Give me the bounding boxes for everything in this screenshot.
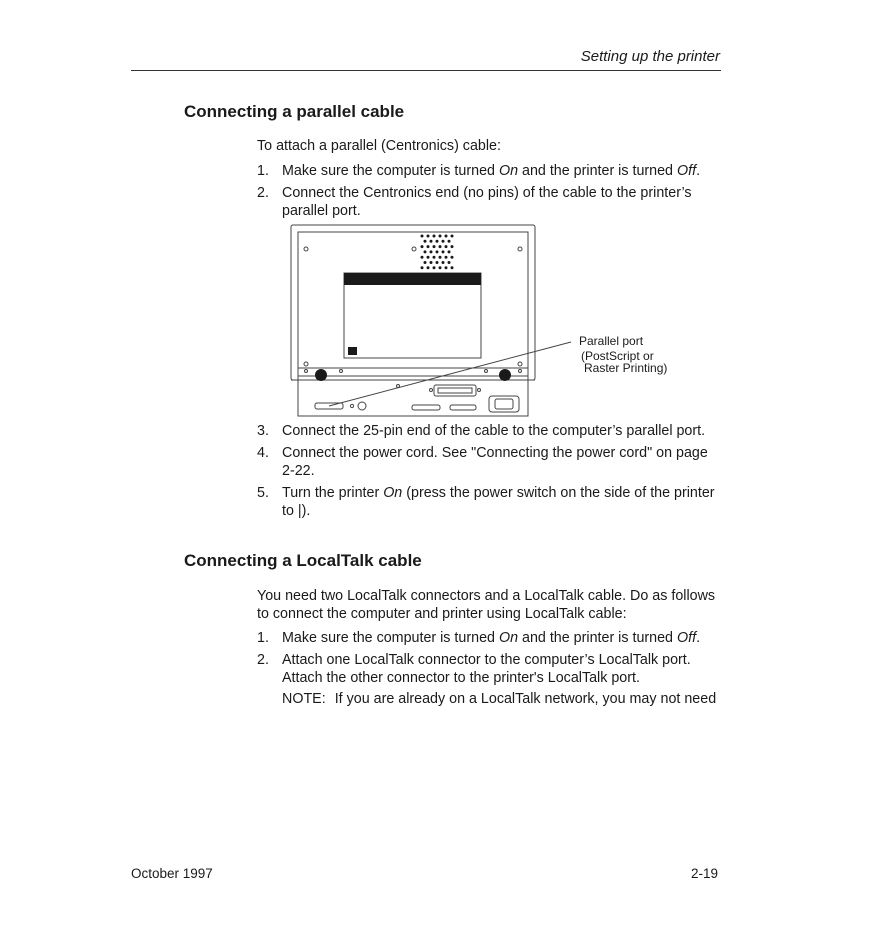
vent-dot (424, 240, 427, 243)
header-rule (131, 70, 721, 71)
note-text: If you are already on a LocalTalk network, you may not need (334, 691, 717, 707)
note-label: NOTE: (282, 691, 326, 707)
vent-dot (433, 256, 436, 259)
step-text: Connect the 25-pin end of the cable to the computer’s parallel port. (282, 423, 706, 439)
step-emphasis: On (498, 163, 519, 179)
vent-dot (439, 266, 442, 269)
vent-dot (451, 256, 454, 259)
step-text: . (696, 163, 701, 179)
step-number: 2. (257, 652, 269, 668)
vent-dot (439, 235, 442, 238)
step-emphasis: Off (676, 163, 697, 179)
step-text: Turn the printer (282, 485, 384, 501)
callout-line-2: (PostScript or (581, 349, 654, 363)
callout-line-1: Parallel port (579, 334, 644, 348)
parallel-step-4 (257, 444, 722, 480)
step-number: 4. (257, 445, 269, 461)
vent-dot (442, 240, 445, 243)
vent-dot (424, 250, 427, 253)
vent-dot (433, 266, 436, 269)
kodak-logo-icon (348, 347, 357, 355)
vent-dot (451, 245, 454, 248)
step-text: Attach one LocalTalk connector to the computer’s LocalTalk port. Attach the other connector to the printer's LocalTalk port. (282, 652, 691, 686)
printer-rear-illustration (288, 222, 683, 422)
vent-dot (451, 235, 454, 238)
vent-dot (445, 245, 448, 248)
step-text: . (696, 630, 701, 646)
parallel-intro: To attach a parallel (Centronics) cable: (257, 138, 501, 154)
vent-dot (451, 266, 454, 269)
localtalk-step-1 (257, 629, 722, 647)
step-emphasis: On (498, 630, 519, 646)
step-text: Make sure the computer is turned (282, 630, 499, 646)
vent-dot (421, 245, 424, 248)
vent-dot (421, 235, 424, 238)
vent-dot (436, 250, 439, 253)
vent-dot (448, 240, 451, 243)
vent-dot (427, 256, 430, 259)
vent-dot (445, 256, 448, 259)
step-number: 3. (257, 423, 269, 439)
step-text: Make sure the computer is turned (282, 163, 499, 179)
running-head: Setting up the printer (580, 48, 720, 65)
vent-dot (448, 261, 451, 264)
localtalk-step-2 (257, 651, 722, 687)
step-number: 1. (257, 163, 269, 179)
step-number: 2. (257, 185, 269, 201)
vent-dot (445, 235, 448, 238)
section-heading-parallel: Connecting a parallel cable (184, 102, 405, 121)
vent-dot (430, 240, 433, 243)
step-number: 5. (257, 485, 269, 501)
step-text: (press the power switch on the side of the printer to |). (282, 485, 715, 519)
section-heading-localtalk: Connecting a LocalTalk cable (184, 551, 422, 570)
vent-dot (442, 261, 445, 264)
parallel-step-2 (257, 184, 722, 220)
vent-dot (430, 261, 433, 264)
vent-dot (427, 245, 430, 248)
step-text: and the printer is turned (518, 163, 677, 179)
vent-dot (421, 256, 424, 259)
parallel-step-1 (257, 162, 722, 180)
vent-dot (439, 245, 442, 248)
step-emphasis: Off (676, 630, 697, 646)
step-emphasis: On (383, 485, 403, 501)
printer-rear-figure (288, 222, 683, 422)
step-text: and the printer is turned (518, 630, 677, 646)
vent-dot (433, 245, 436, 248)
vent-dot (430, 250, 433, 253)
vent-dot (424, 261, 427, 264)
vent-dot (445, 266, 448, 269)
parallel-step-3 (257, 422, 722, 440)
vent-dot (439, 256, 442, 259)
parallel-step-5 (257, 484, 722, 520)
vent-dot (442, 250, 445, 253)
vent-dot (436, 240, 439, 243)
vent-dot (421, 266, 424, 269)
localtalk-intro: You need two LocalTalk connectors and a LocalTalk cable. Do as follows to connect the computer and printer using LocalTalk cable: (257, 588, 716, 622)
vent-dot (427, 235, 430, 238)
step-text: Connect the power cord. See "Connecting the power cord" on page 2-22. (282, 445, 708, 479)
vent-dot (436, 261, 439, 264)
vent-dot (433, 235, 436, 238)
callout-line-3: Raster Printing) (584, 361, 668, 375)
step-number: 1. (257, 630, 269, 646)
footer-page-number: 2-19 (690, 866, 718, 881)
vent-dot (448, 250, 451, 253)
vent-dot (427, 266, 430, 269)
localtalk-note (282, 690, 722, 708)
step-text: Connect the Centronics end (no pins) of the cable to the printer’s parallel port. (282, 185, 692, 219)
footer-date: October 1997 (131, 866, 213, 881)
